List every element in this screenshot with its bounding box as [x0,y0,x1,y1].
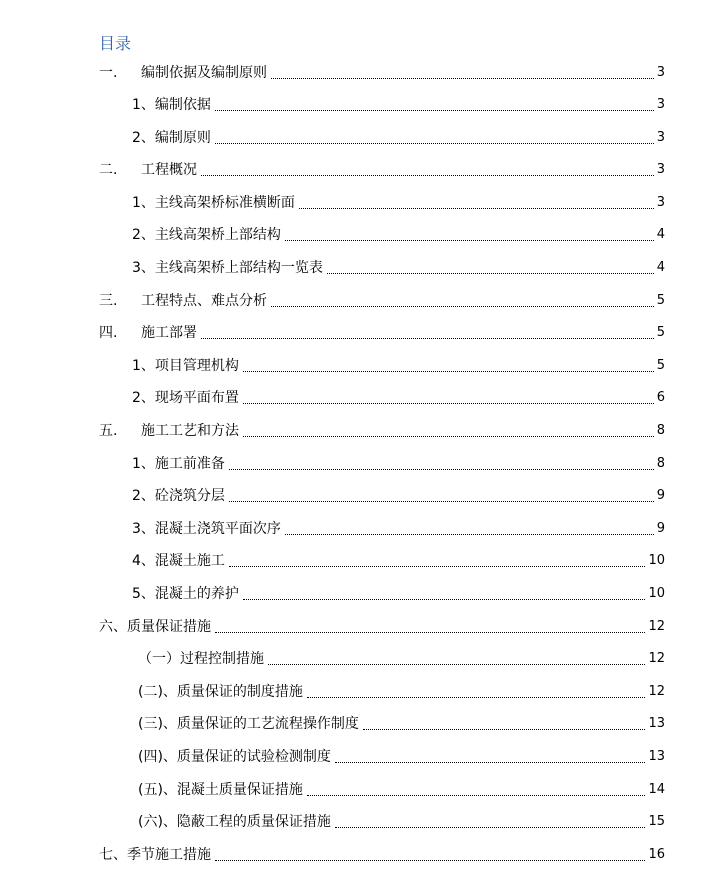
toc-entry-page: 13 [648,716,665,731]
toc-entry-text: 2、现场平面布置 [132,390,239,406]
dot-leader [299,208,654,209]
dot-leader [215,110,654,111]
dot-leader [243,371,654,372]
toc-entry-5-5[interactable] [132,582,665,606]
toc-entry-page: 5 [656,325,665,340]
toc-entry-page: 12 [648,684,665,699]
toc-entry-page: 16 [648,847,665,862]
toc-entry-6-3[interactable] [138,712,665,736]
toc-entry-1-1[interactable] [132,93,665,117]
toc-entry-text: 5、混凝土的养护 [132,586,239,602]
dot-leader [271,78,654,79]
toc-entry-text: 1、施工前准备 [132,456,225,472]
dot-leader [335,762,646,763]
dot-leader [201,338,654,339]
toc-entry-text: 2、编制原则 [132,130,211,146]
toc-entry-page: 12 [648,619,665,634]
dot-leader [215,860,645,861]
toc-entry-number: 二. [99,162,118,178]
toc-entry-number: 一. [99,65,118,81]
toc-entry-text: 4、混凝土施工 [132,553,225,569]
toc-entry-page: 3 [656,130,665,145]
toc-entry-page: 13 [648,749,665,764]
toc-entry-text: 1、编制依据 [132,97,211,113]
toc-entry-7[interactable] [99,843,665,867]
toc-entry-page: 3 [656,65,665,80]
toc-entry-3[interactable] [99,289,665,313]
toc-entry-5-1[interactable] [132,452,665,476]
toc-entry-page: 3 [656,195,665,210]
toc-entry-1[interactable] [99,61,665,85]
dot-leader [268,664,645,665]
toc-entry-text: 施工工艺和方法 [141,423,239,439]
dot-leader [215,632,645,633]
dot-leader [229,469,654,470]
toc-entry-text: (六)、隐蔽工程的质量保证措施 [138,814,331,830]
dot-leader [243,403,654,404]
toc-entry-2[interactable] [99,158,665,182]
toc-entry-text: 2、主线高架桥上部结构 [132,227,281,243]
toc-entry-6-4[interactable] [138,745,665,769]
toc-entry-page: 3 [656,97,665,112]
toc-entry-4-1[interactable] [132,354,665,378]
toc-entry-4[interactable] [99,321,665,345]
toc-entry-page: 14 [648,782,665,797]
toc-title: 目录 [99,34,132,53]
toc-entry-5-3[interactable] [132,517,665,541]
toc-entry-text: 六、质量保证措施 [99,619,211,635]
toc-entry-text: 3、混凝土浇筑平面次序 [132,521,281,537]
toc-entry-6[interactable] [99,615,665,639]
toc-entry-6-5[interactable] [138,778,665,802]
toc-entry-1-2[interactable] [132,126,665,150]
toc-entry-page: 4 [656,227,665,242]
toc-entry-2-2[interactable] [132,223,665,247]
toc-entry-6-1[interactable] [138,647,665,671]
toc-entry-page: 9 [656,521,665,536]
dot-leader [363,729,646,730]
toc-entry-2-1[interactable] [132,191,665,215]
toc-entry-number: 五. [99,423,118,439]
dot-leader [271,306,654,307]
toc-entry-page: 9 [656,488,665,503]
toc-entry-page: 8 [656,456,665,471]
dot-leader [327,273,654,274]
toc-entry-6-6[interactable] [138,810,665,834]
toc-entry-page: 10 [648,586,665,601]
dot-leader [285,534,654,535]
toc-entry-5[interactable] [99,419,665,443]
dot-leader [243,436,654,437]
toc-entry-text: (三)、质量保证的工艺流程操作制度 [138,716,359,732]
dot-leader [285,240,654,241]
toc-entry-text: 施工部署 [141,325,197,341]
dot-leader [229,566,646,567]
toc-entry-2-3[interactable] [132,256,665,280]
toc-entry-page: 3 [656,162,665,177]
toc-entry-text: 工程概况 [141,162,197,178]
dot-leader [215,143,654,144]
dot-leader [307,795,646,796]
toc-entry-number: 四. [99,325,118,341]
toc-entry-text: （一）过程控制措施 [138,651,264,667]
toc-entry-page: 5 [656,293,665,308]
toc-entry-page: 12 [648,651,665,666]
toc-entry-number: 三. [99,293,118,309]
dot-leader [201,175,654,176]
toc-entry-text: 七、季节施工措施 [99,847,211,863]
toc-entry-text: 2、砼浇筑分层 [132,488,225,504]
toc-entry-page: 5 [656,358,665,373]
toc-entry-5-2[interactable] [132,484,665,508]
toc-entry-text: 3、主线高架桥上部结构一览表 [132,260,323,276]
toc-entry-5-4[interactable] [132,549,665,573]
toc-entry-page: 10 [648,553,665,568]
toc-entry-text: 1、主线高架桥标准横断面 [132,195,295,211]
toc-entry-page: 15 [648,814,665,829]
toc-entry-page: 4 [656,260,665,275]
toc-entry-text: 编制依据及编制原则 [141,65,267,81]
toc-entry-page: 6 [656,390,665,405]
toc-entry-text: (二)、质量保证的制度措施 [138,684,303,700]
toc-entry-text: 1、项目管理机构 [132,358,239,374]
dot-leader [307,697,646,698]
toc-entry-text: (五)、混凝土质量保证措施 [138,782,303,798]
dot-leader [335,827,646,828]
dot-leader [243,599,646,600]
toc-entry-text: (四)、质量保证的试验检测制度 [138,749,331,765]
dot-leader [229,501,654,502]
toc-entry-6-2[interactable] [138,680,665,704]
toc-entry-4-2[interactable] [132,386,665,410]
toc-entry-text: 工程特点、难点分析 [141,293,267,309]
toc-entry-page: 8 [656,423,665,438]
